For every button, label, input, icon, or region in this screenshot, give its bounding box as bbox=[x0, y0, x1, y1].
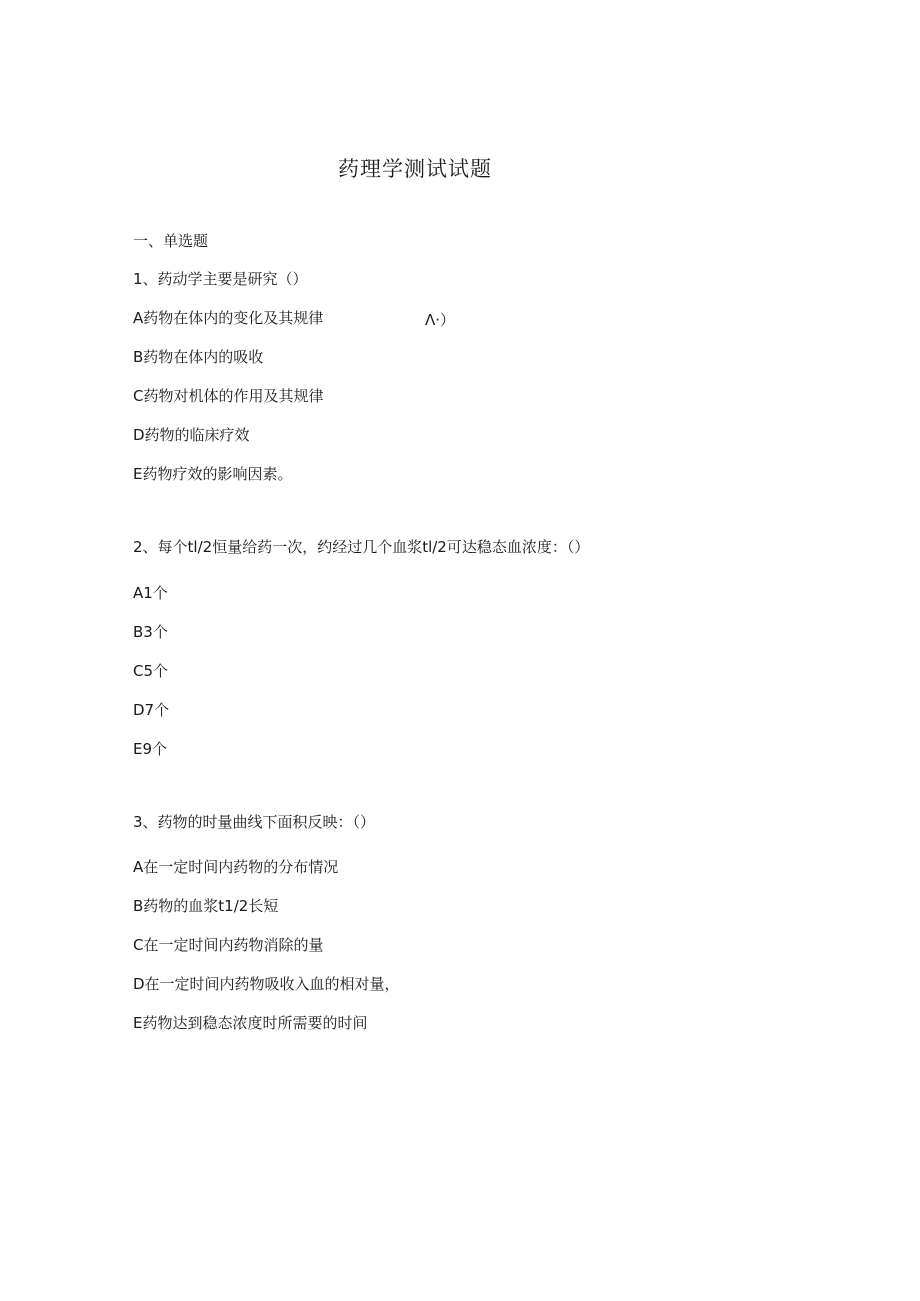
question-1-option-d: D药物的临床疗效 bbox=[133, 426, 250, 444]
question-3-stem: 3、药物的时量曲线下面积反映：（） bbox=[133, 813, 376, 831]
question-3-option-d: D在一定时间内药物吸收入血的相对量， bbox=[133, 975, 400, 993]
question-2-option-e: E9个 bbox=[133, 740, 168, 758]
question-1-option-b: B药物在体内的吸收 bbox=[133, 348, 264, 366]
question-1-option-a: A药物在体内的变化及其规律 bbox=[133, 309, 324, 327]
question-3-option-b: B药物的血浆t1/2长短 bbox=[133, 897, 279, 915]
question-1-margin-mark: Λ·） bbox=[425, 311, 456, 329]
question-2-option-a: A1个 bbox=[133, 584, 168, 602]
section-heading: 一、单选题 bbox=[133, 232, 209, 250]
question-1-option-e: E药物疗效的影响因素。 bbox=[133, 465, 293, 483]
question-2-option-b: B3个 bbox=[133, 623, 168, 641]
question-2-option-c: C5个 bbox=[133, 662, 169, 680]
question-2-option-d: D7个 bbox=[133, 701, 170, 719]
question-1-stem: 1、药动学主要是研究（） bbox=[133, 270, 308, 288]
question-1-option-c: C药物对机体的作用及其规律 bbox=[133, 387, 324, 405]
question-2-stem: 2、每个tl/2恒量给药一次，约经过几个血浆tl/2可达稳态血浓度：（） bbox=[133, 538, 590, 556]
question-3-option-e: E药物达到稳态浓度时所需要的时间 bbox=[133, 1014, 368, 1032]
question-3-option-a: A在一定时间内药物的分布情况 bbox=[133, 858, 339, 876]
question-3-option-c: C在一定时间内药物消除的量 bbox=[133, 936, 324, 954]
document-title: 药理学测试试题 bbox=[338, 157, 492, 181]
